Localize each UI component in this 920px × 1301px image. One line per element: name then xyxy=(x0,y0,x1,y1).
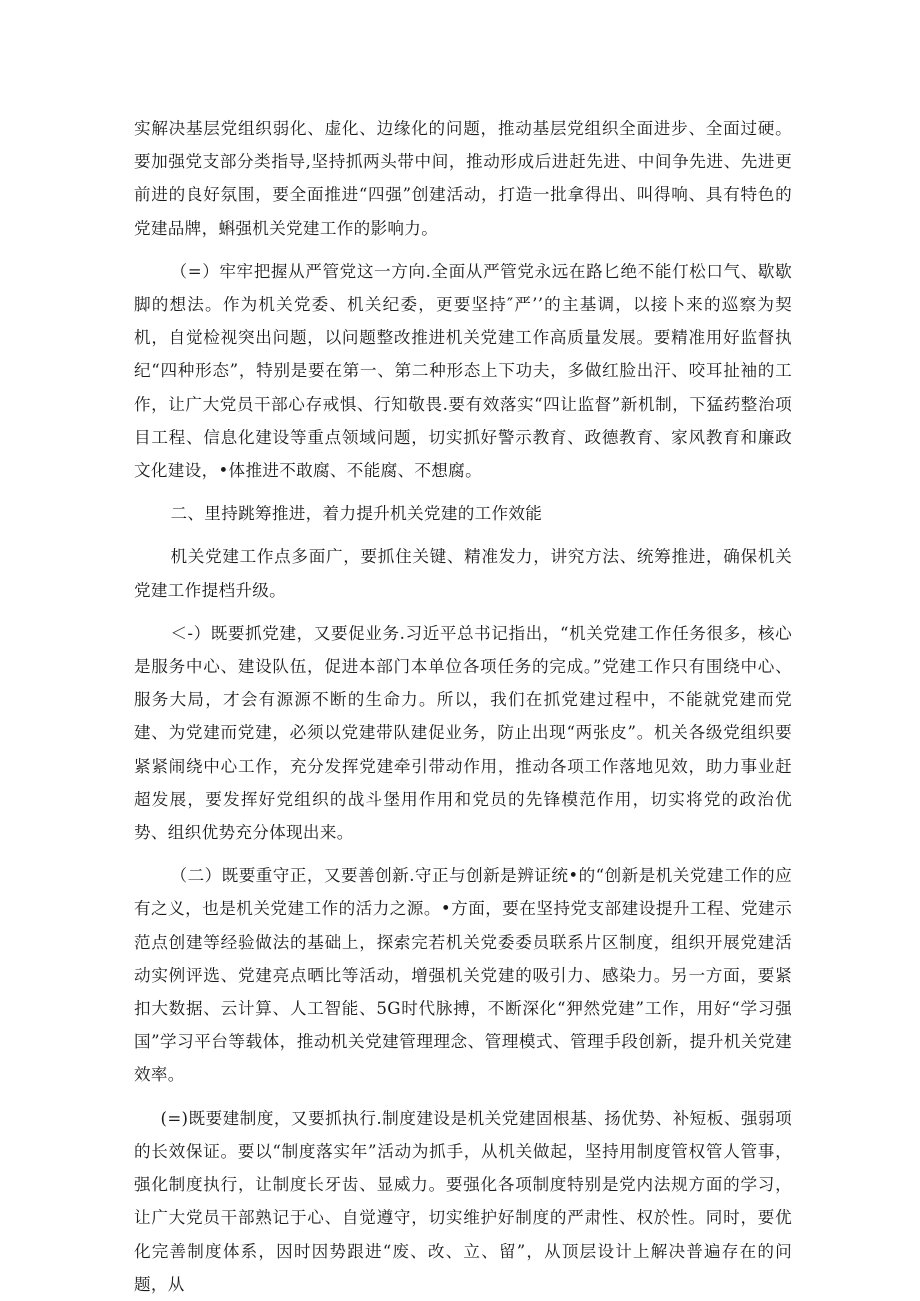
document-page xyxy=(134,112,792,1301)
paragraph-3: 机关党建工作点多面广，要抓住关键、精准发力，讲究方法、统筹推进，确保机关党建工作提档升级。 xyxy=(134,547,792,600)
section-heading-2: 二、里持跳筹推进，着力提升机关党建的工作效能 xyxy=(170,504,543,524)
paragraph-4: ＜-）既要抓党建，又要促业务.习近平总书记指出，“机关党建工作任务很多，核心是服务中心、建设队伍，促进本部门本单位各项任务的完成。”党建工作只有围绕中心、服务大局，才会有源源不断的生命力。所以，我们在抓党建过程中，不能就党建而党建、为党建而党建，必须以党建带队建促业务，防止出现“两张皮”。机关各级党组织要紧紧闹绕中心工作，充分发挥党建牵引带动作用，推动各项工作落地见效，助力事业赶超发展，要发挥好党组织的战斗堡用作用和党员的先锋模范作用，切实将党的政治优势、组织优势充分体现出来。 xyxy=(134,623,792,843)
paragraph-6: (=)既要建制度，又要抓执行.制度建设是机关党建固根基、扬优势、补短板、强弱项的长效保证。要以“制度落实年”活动为抓手，从机关做起，坚持用制度管权管人管事，强化制度执行，让制度长牙齿、显威力。要强化各项制度特别是党内法规方面的学习，让广大党员干部熟记于心、自觉遵守，切实维护好制度的严肃性、权於性。同时，要优化完善制度体系，因时因势跟进“废、改、立、留”，从顶层设计上解决普遍存在的问题，从 xyxy=(134,1108,792,1294)
paragraph-1: 实解决基层党组织弱化、虚化、边缘化的问题，推动基层党组织全面进步、全面过硬。要加强党支部分类指导,坚持抓两头带中间，推动形成后进赶先进、中间争先进、先进更前进的良好氛围，要全面推进“四强”创建活动，打造一批拿得出、叫得响、具有特色的党建品牌，蝌强机关党建工作的影响力。 xyxy=(134,119,792,238)
paragraph-5: （二）既要重守正，又要善创新.守正与创新是辨证统•的“创新是机关党建工作的应有之义，也是机关党建工作的活力之源。•方面，要在坚持党支部建设提升工程、党建示范点创建等经验做法的基础上，探索完若机关党委委员联系片区制度，组织开展党建活动实例评选、党建亮点晒比等活动，增强机关党建的吸引力、感染力。另一方面，要紧扣大数据、云计算、人工智能、5G时代脉搏，不断深化“狎然党建”工作，用好“学习强国”学习平台等载体，推动机关党建管理理念、管理模式、管理手段创新，提升机关党建效率。 xyxy=(134,866,792,1085)
paragraph-2: （=）牢牢把握从严管党这一方向.全面从严管党永远在路匕绝不能仃松口气、歇歇脚的想法。作为机关党委、机关纪委，更要坚持″严’’的主基调，以接卜来的巡察为契机，自觉检视突出问题，以问题整改推进机关党建工作高质量发展。要精准用好监督执纪“四种形态”，特别是要在第一、第二种形态上下功夫，多做红脸出汗、咬耳扯袖的工作，让广大党员干部心存戒惧、行知敬畏.要有效落实“四让监督”新机制，下猛药整治项目工程、信息化建设等重点领域问题，切实抓好警示教育、政德教育、家风教育和廉政文化建设，•体推进不敢腐、不能腐、不想腐。 xyxy=(134,261,792,481)
